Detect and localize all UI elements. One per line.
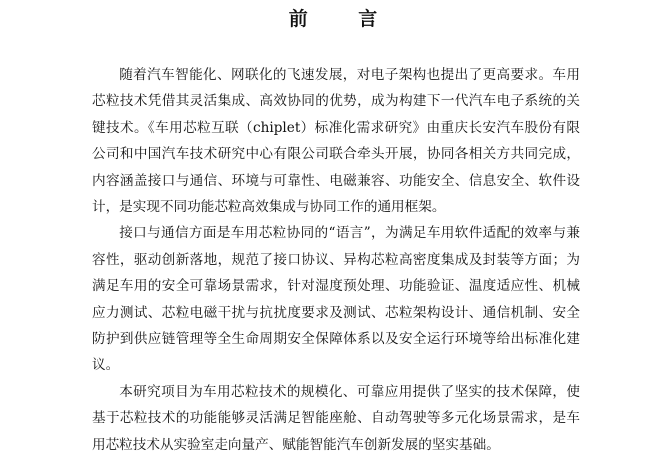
paragraph-interface-communication: 接口与通信方面是车用芯粒协同的“语言”，为满足车用软件适配的效率与兼容性，驱动创新落地，规范了接口协议、异构芯粒高密度集成及封装等方面；为满足车用的安全可靠场景需求，针对湿度预处理、功能验证、温度适应性、机械应力测试、芯粒电磁干扰与抗扰度要求及测试、芯粒架构设计、通信机制、安全防护到供应链管理等全生命周期安全保障体系以及安全运行环境等给出标准化建议。 xyxy=(92,225,580,374)
paragraph-conclusion: 本研究项目为车用芯粒技术的规模化、可靠应用提供了坚实的技术保障，使基于芯粒技术的功能能够灵活满足智能座舱、自动驾驶等多元化场景需求，是车用芯粒技术从实验室走向量产、赋能智能汽车创新发展的坚实基础。 xyxy=(92,383,580,453)
paragraph-intro: 随着汽车智能化、网联化的飞速发展，对电子架构也提出了更高要求。车用芯粒技术凭借其灵活集成、高效协同的优势，成为构建下一代汽车电子系统的关键技术。《车用芯粒互联（chiplet）标准化需求研究》由重庆长安汽车股份有限公司和中国汽车技术研究中心有限公司联合牵头开展，协同各相关方共同完成，内容涵盖接口与通信、环境与可靠性、电磁兼容、功能安全、信息安全、软件设计，是实现不同功能芯粒高效集成与协同工作的通用框架。 xyxy=(92,67,580,216)
preface-body xyxy=(92,62,580,458)
page-title: 前 言 xyxy=(288,8,400,30)
